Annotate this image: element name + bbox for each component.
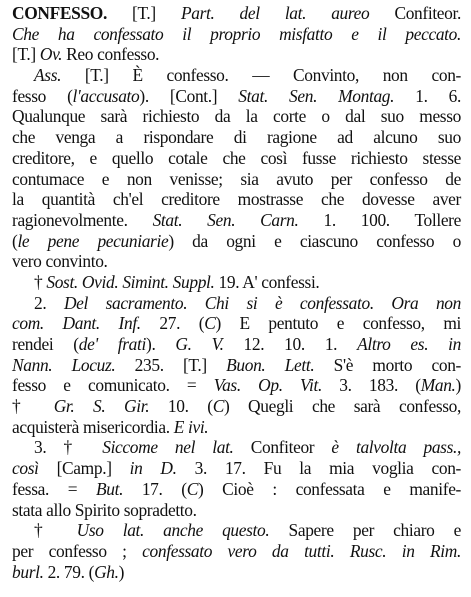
italic-text: Nann. Locuz.: [12, 354, 116, 375]
italic-text: Che ha confessato il proprio misfatto e il peccato.: [12, 23, 461, 44]
italic-text: è talvolta pass.,: [331, 437, 461, 458]
text-run: ) Cioè : confessata e manife-: [197, 478, 462, 499]
text-run: ).: [146, 334, 176, 354]
entry-line: [12, 500, 461, 521]
italic-text: de' frati: [78, 334, 146, 354]
text-run: 12. 10. 1.: [223, 334, 358, 354]
entry-line: [12, 334, 461, 355]
text-run: 2.: [34, 292, 64, 313]
text-run: rendei (: [12, 334, 79, 354]
entry-line: [12, 86, 461, 107]
italic-text: in D.: [129, 458, 177, 479]
text-run: contumace e non venisse; sia avuto per confesso de: [12, 168, 461, 189]
italic-text: le pene pecuniarie: [17, 230, 169, 251]
text-run: †: [34, 271, 47, 292]
text-run: fesso (: [12, 85, 73, 106]
text-run: Confiteor.: [369, 3, 461, 23]
text-run: 2. 79. (: [43, 561, 95, 582]
entry-line: [12, 293, 461, 314]
text-run: 235. [T.]: [115, 354, 227, 375]
text-run: Sapere per chiaro e: [269, 520, 461, 541]
text-run: 17. (: [123, 478, 187, 499]
entry-line: [12, 44, 461, 65]
text-run: 3. 183. (: [321, 375, 421, 396]
entry-line: [12, 417, 461, 438]
text-run: 19. A' confessi.: [214, 271, 320, 292]
italic-text: Man.: [420, 375, 456, 396]
text-run: stata allo Spirito sopradetto.: [12, 499, 197, 520]
text-run: ragionevolmente.: [12, 209, 153, 230]
text-run: 10. (: [149, 396, 213, 417]
text-run: vero convinto.: [12, 251, 108, 272]
text-run: 1. 6.: [394, 85, 461, 106]
entry-line: [12, 210, 461, 231]
headword: CONFESSO.: [12, 3, 107, 23]
text-run: [T.]: [12, 44, 40, 65]
entry-line: [12, 169, 461, 190]
text-run: S'è morto con-: [314, 354, 461, 375]
italic-text: burl.: [12, 561, 44, 582]
italic-text: Sost. Ovid. Simint. Suppl.: [46, 271, 215, 292]
italic-text: C: [212, 396, 224, 417]
italic-text: l'accusato: [72, 85, 140, 106]
text-run: 27. (: [140, 313, 205, 334]
italic-text: Part. del lat. aureo: [180, 3, 370, 23]
entry-line: [12, 562, 461, 583]
entry-line: [12, 65, 461, 86]
italic-text: Altro es. in: [357, 334, 461, 354]
italic-text: Stat. Sen. Carn.: [152, 209, 299, 230]
text-run: [T.] È confesso. — Convinto, non con-: [61, 65, 461, 86]
text-run: ): [455, 375, 461, 396]
italic-text: Gh.: [94, 561, 119, 582]
italic-text: E ivi.: [173, 416, 209, 437]
italic-text: Buon. Lett.: [226, 354, 315, 375]
entry-line: [12, 355, 461, 376]
text-run: 1. 100. Tollere: [298, 209, 461, 230]
entry-line: [12, 396, 461, 417]
italic-text: Ov.: [39, 44, 63, 65]
text-run: che venga a rispondare di ragione ad alcuno suo: [12, 127, 461, 148]
text-run: la quantità ch'el creditore mostrasse che dovesse aver: [12, 189, 461, 210]
text-run: †: [12, 396, 54, 417]
entry-line: [12, 3, 461, 24]
entry-line: [12, 313, 461, 334]
text-run: †: [34, 520, 77, 541]
entry-line: [12, 231, 461, 252]
entry-line: [12, 24, 461, 45]
italic-text: Gr. S. Gir.: [53, 396, 150, 417]
italic-text: Del sacramento. Chi si è confessato. Ora non: [63, 292, 461, 313]
text-run: Confiteor: [233, 437, 332, 458]
italic-text: com. Dant. Inf.: [12, 313, 141, 334]
dictionary-entry-confesso: [12, 3, 461, 582]
text-run: (: [12, 230, 18, 251]
italic-text: But.: [95, 478, 124, 499]
text-run: creditore, e quello cotale che così fusse richiesto stesse: [12, 147, 461, 168]
text-run: Qualunque sarà richiesto da la corte o dal suo messo: [12, 106, 461, 127]
italic-text: Vas. Op. Vit.: [213, 375, 322, 396]
italic-text: C: [204, 313, 216, 334]
entry-line: [12, 251, 461, 272]
text-run: 3. †: [34, 437, 103, 458]
italic-text: Siccome nel lat.: [102, 437, 234, 458]
entry-line: [12, 479, 461, 500]
entry-line: [12, 375, 461, 396]
text-run: Reo confesso.: [62, 44, 160, 65]
entry-line: [12, 541, 461, 562]
entry-line: [12, 437, 461, 458]
italic-text: G. V.: [175, 334, 224, 354]
entry-line: [12, 458, 461, 479]
italic-text: Stat. Sen. Montag.: [238, 85, 395, 106]
text-run: [Camp.]: [38, 458, 130, 479]
entry-line: [12, 189, 461, 210]
text-run: 3. 17. Fu la mia voglia con-: [176, 458, 461, 479]
text-run: ). [Cont.]: [139, 85, 239, 106]
text-run: ) Quegli che sarà confesso,: [223, 396, 462, 417]
entry-line: [12, 106, 461, 127]
text-run: per confesso ;: [12, 540, 143, 561]
italic-text: Uso lat. anche questo.: [76, 520, 270, 541]
entry-line: [12, 148, 461, 169]
text-run: ) E pentuto e confesso, mi: [215, 313, 462, 334]
italic-text: C: [186, 478, 198, 499]
text-run: [T.]: [106, 3, 181, 23]
text-run: acquisterà misericordia.: [12, 416, 174, 437]
entry-line: [12, 272, 461, 293]
text-run: fesso e comunicato. =: [12, 375, 214, 396]
italic-text: confessato vero da tutti. Rusc. in Rim.: [142, 540, 461, 561]
text-run: ): [118, 561, 125, 582]
entry-line: [12, 127, 461, 148]
italic-text: Ass.: [34, 65, 62, 86]
italic-text: così: [12, 458, 39, 479]
text-run: ) da ogni e ciascuno confesso o: [168, 230, 461, 251]
entry-line: [12, 520, 461, 541]
text-run: fessa. =: [12, 478, 96, 499]
